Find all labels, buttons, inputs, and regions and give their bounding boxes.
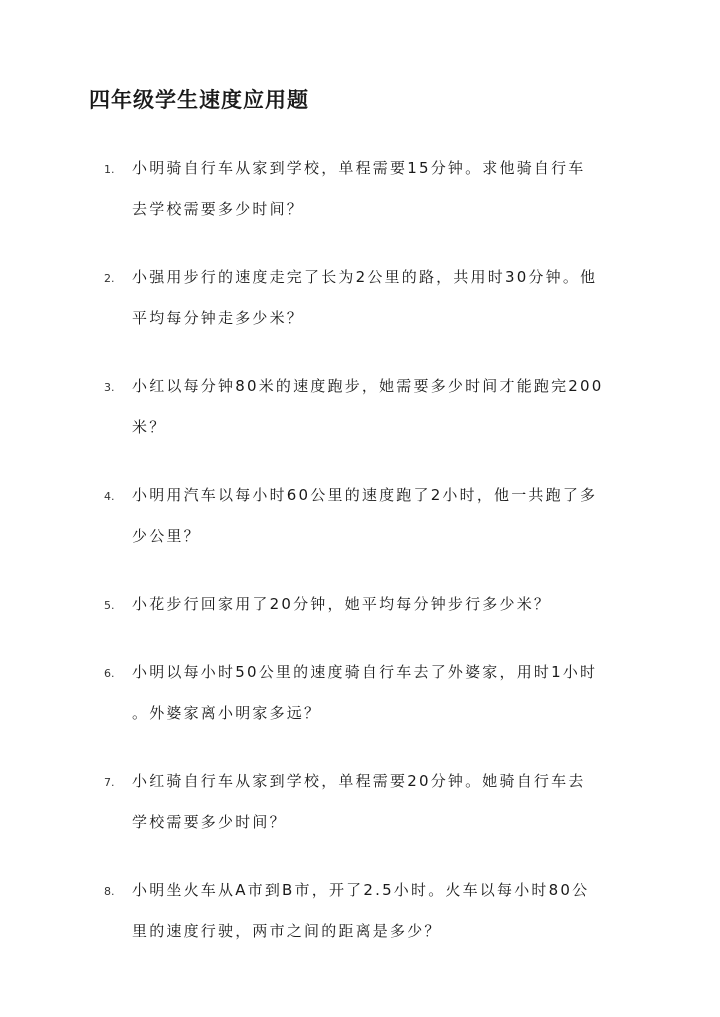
question-text-line: 小强用步行的速度走完了长为2公里的路，共用时30分钟。他: [132, 268, 598, 286]
question-text-line: 小明坐火车从A市到B市，开了2.5小时。火车以每小时80公: [132, 881, 590, 899]
question-number: 2.: [104, 272, 115, 285]
question-text-line: 去学校需要多少时间？: [132, 200, 305, 218]
question-number: 3.: [104, 381, 115, 394]
question-number: 8.: [104, 885, 115, 898]
question-text-line: 小明用汽车以每小时60公里的速度跑了2小时，他一共跑了多: [132, 486, 598, 504]
question-number: 6.: [104, 667, 115, 680]
question-number: 4.: [104, 490, 115, 503]
question-number: 1.: [104, 163, 115, 176]
question-item-6: [104, 652, 644, 734]
question-item-5: [104, 584, 644, 625]
question-text-line: 米？: [132, 418, 167, 436]
question-number: 5.: [104, 599, 115, 612]
question-item-3: [104, 366, 644, 448]
question-text-line: 里的速度行驶，两市之间的距离是多少？: [132, 922, 442, 940]
page-title: 四年级学生速度应用题: [89, 87, 309, 112]
question-text-line: 。外婆家离小明家多远？: [132, 704, 322, 722]
question-text-line: 小红以每分钟80米的速度跑步，她需要多少时间才能跑完200: [132, 377, 604, 395]
question-item-7: [104, 761, 644, 843]
question-text-line: 小花步行回家用了20分钟，她平均每分钟步行多少米？: [132, 595, 552, 613]
question-item-1: [104, 148, 644, 230]
question-text-line: 小明骑自行车从家到学校，单程需要15分钟。求他骑自行车: [132, 159, 586, 177]
question-item-8: [104, 870, 644, 952]
question-text-line: 少公里？: [132, 527, 201, 545]
question-text-line: 小明以每小时50公里的速度骑自行车去了外婆家，用时1小时: [132, 663, 598, 681]
question-text-line: 平均每分钟走多少米？: [132, 309, 305, 327]
question-item-2: [104, 257, 644, 339]
question-list: [104, 148, 644, 979]
question-text-line: 小红骑自行车从家到学校，单程需要20分钟。她骑自行车去: [132, 772, 586, 790]
question-number: 7.: [104, 776, 115, 789]
question-text-line: 学校需要多少时间？: [132, 813, 287, 831]
question-item-4: [104, 475, 644, 557]
